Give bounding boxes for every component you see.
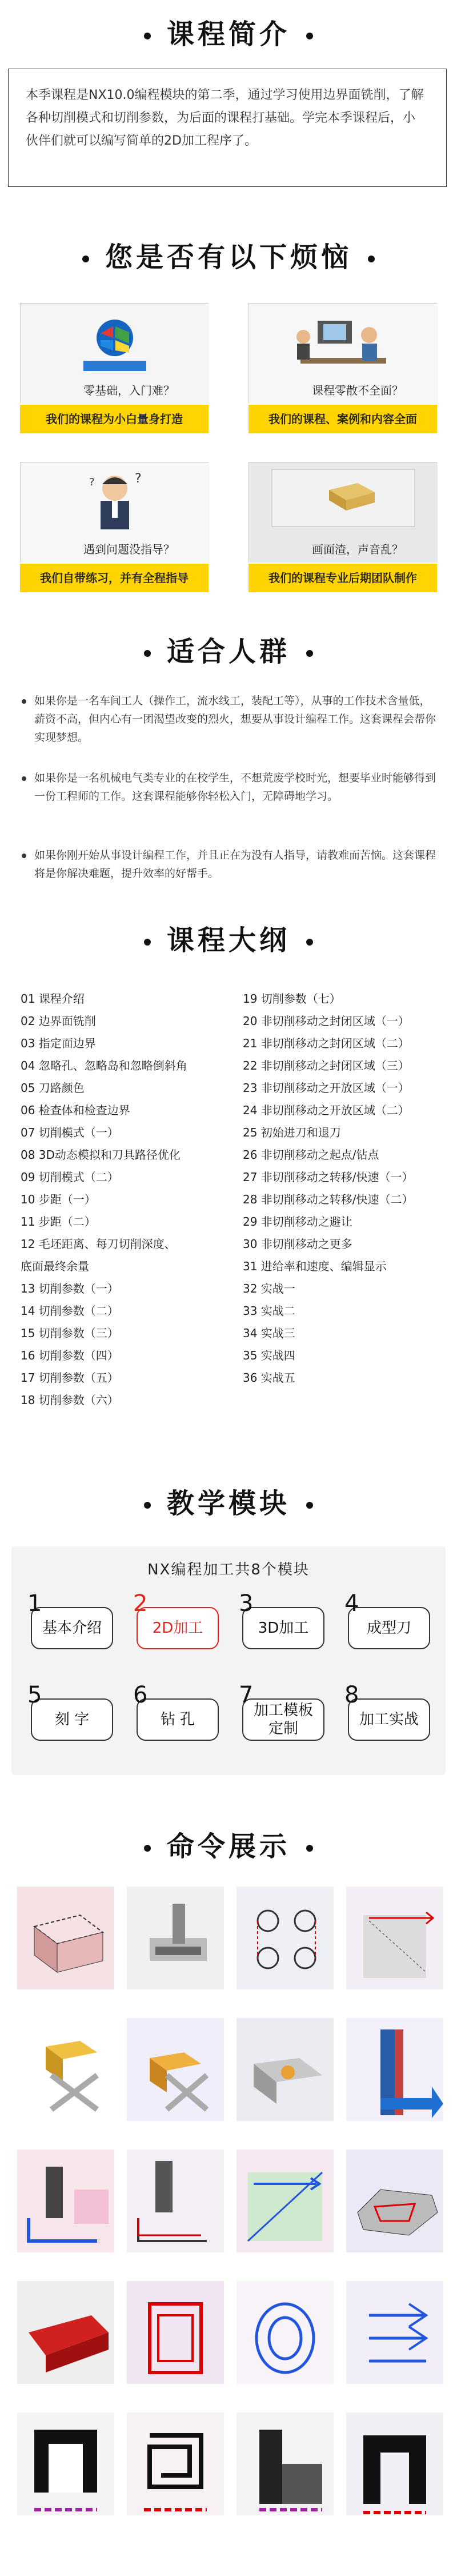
cube-dashed-icon (17, 1887, 114, 1989)
red-block-icon (17, 2281, 114, 2384)
intro-box (8, 69, 447, 187)
module-item[interactable] (239, 1592, 324, 1661)
module-item[interactable] (133, 1684, 219, 1752)
module-item[interactable] (344, 1592, 430, 1661)
trouble-card-2 (248, 303, 437, 440)
outline-item: 24 非切削移动之开放区域（二） (243, 1103, 410, 1117)
intro-title: 课程简介 (0, 17, 457, 51)
spindle-bracket-icon (127, 2150, 224, 2252)
module-number: 2 (133, 1590, 148, 1617)
outline-item: 17 切削参数（五） (21, 1371, 119, 1385)
outline-item: 15 切削参数（三） (21, 1326, 119, 1340)
outline-item: 28 非切削移动之转移/快速（二） (243, 1193, 414, 1206)
outline-item: 23 非切削移动之开放区域（一） (243, 1081, 410, 1095)
plate-outline-icon (346, 2150, 443, 2252)
spiral-icon (236, 2281, 334, 2384)
module-item[interactable] (27, 1592, 113, 1661)
outline-item: 02 边界面铣削 (21, 1014, 96, 1028)
yellow-block-cross-icon (17, 2018, 114, 2121)
outline-item: 底面最终余量 (21, 1259, 89, 1273)
module-number: 4 (344, 1590, 359, 1617)
outline-item: 11 步距（二） (21, 1215, 96, 1229)
outline-item: 27 非切削移动之转移/快速（一） (243, 1170, 414, 1184)
module-label: 加工模板 定制 (242, 1698, 324, 1741)
windows-logo-image (20, 303, 209, 403)
trouble-question: 遇到问题没指导？ (83, 543, 175, 556)
outline-item: 33 实战二 (243, 1304, 295, 1318)
svg-text:?: ? (135, 472, 142, 486)
square-spiral-icon (127, 2412, 224, 2515)
milling-tool-icon (127, 1887, 224, 1989)
outline-title: 课程大纲 (0, 923, 457, 958)
outline-item: 30 非切削移动之更多 (243, 1237, 352, 1251)
outline-item: 25 初始进刀和退刀 (243, 1126, 341, 1139)
audience-title: 适合人群 (0, 635, 457, 669)
flat-path-icon (236, 2150, 334, 2252)
hatched-u-icon (17, 2412, 114, 2515)
outline-item: 14 切削参数（二） (21, 1304, 119, 1318)
intro-text: 本季课程是NX10.0编程模块的第二季，通过学习使用边界面铣削，了解各种切削模式和切削参数，为后面的课程打基础。学完本季课程后，小伙伴们就可以编写简单的2D加工程序了。 (26, 88, 424, 148)
outline-item: 35 实战四 (243, 1349, 295, 1362)
orange-block-cross-icon (127, 2018, 224, 2121)
module-label: 加工实战 (348, 1698, 430, 1741)
module-number: 3 (239, 1590, 254, 1617)
trouble-title: 您是否有以下烦恼 (0, 240, 457, 274)
trouble-card-3 (20, 462, 209, 599)
red-slot-icon (127, 2281, 224, 2384)
outline-item: 26 非切削移动之起点/钻点 (243, 1148, 379, 1162)
module-label: 3D加工 (242, 1607, 324, 1649)
outline-item: 05 刀路颜色 (21, 1081, 85, 1095)
module-item[interactable] (239, 1684, 324, 1752)
module-label: 刻 字 (31, 1698, 113, 1741)
confused-man-image (20, 462, 209, 562)
module-number: 1 (27, 1590, 42, 1617)
module-number: 8 (344, 1682, 359, 1708)
trouble-answer: 我们的课程专业后期团队制作 (248, 564, 437, 592)
rotate-arrow-icon (346, 2018, 443, 2121)
outline-item: 06 检查体和检查边界 (21, 1103, 130, 1117)
cad-screen-image (248, 462, 437, 562)
outline-item: 29 非切削移动之避让 (243, 1215, 352, 1229)
outline-item: 20 非切削移动之封闭区域（一） (243, 1014, 410, 1028)
cylinder-bracket-icon (17, 2150, 114, 2252)
trouble-question: 画面渣，声音乱？ (312, 543, 403, 556)
trouble-card-4 (248, 462, 437, 599)
outline-item: 31 进给率和速度、编辑显示 (243, 1259, 387, 1273)
module-number: 7 (239, 1682, 254, 1708)
module-label: 2D加工 (137, 1607, 219, 1649)
outline-item: 01 课程介绍 (21, 992, 85, 1006)
trouble-answer: 我们的课程为小白量身打造 (20, 405, 209, 433)
outline-item: 04 忽略孔、忽略岛和忽略倒斜角 (21, 1059, 187, 1072)
path-arrow-icon (346, 1887, 443, 1989)
module-number: 5 (27, 1682, 42, 1708)
module-label: 钻 孔 (137, 1698, 219, 1741)
module-item[interactable] (344, 1684, 430, 1752)
trouble-question: 课程零散不全面？ (312, 384, 403, 397)
module-label: 基本介绍 (31, 1607, 113, 1649)
modules-panel (11, 1546, 446, 1775)
module-label: 成型刀 (348, 1607, 430, 1649)
module-item[interactable] (133, 1592, 219, 1661)
hatched-arch-icon (346, 2412, 443, 2515)
module-number: 6 (133, 1682, 148, 1708)
outline-item: 22 非切削移动之封闭区域（三） (243, 1059, 410, 1072)
modules-header: NX编程加工共8个模块 (147, 1561, 310, 1578)
outline-item: 08 3D动态模拟和刀具路径优化 (21, 1148, 181, 1162)
outline-item: 07 切削模式（一） (21, 1126, 119, 1139)
outline-item: 13 切削参数（一） (21, 1282, 119, 1295)
outline-item: 19 切削参数（七） (243, 992, 341, 1006)
outline-item: 10 步距（一） (21, 1193, 96, 1206)
modules-title: 教学模块 (0, 1486, 457, 1521)
module-item[interactable] (27, 1684, 113, 1752)
trouble-answer: 我们的课程、案例和内容全面 (248, 405, 437, 433)
outline-item: 03 指定面边界 (21, 1036, 96, 1050)
outline-item: 32 实战一 (243, 1282, 295, 1295)
outline-item: 21 非切削移动之封闭区域（二） (243, 1036, 410, 1050)
trouble-answer: 我们自带练习，并有全程指导 (20, 564, 209, 592)
outline-item: 12 毛坯距离、每刀切削深度、 (21, 1237, 176, 1251)
outline-item: 36 实战五 (243, 1371, 295, 1385)
commands-title: 命令展示 (0, 1829, 457, 1864)
svg-text:?: ? (89, 476, 95, 488)
drill-pattern-icon (236, 1887, 334, 1989)
desk-workers-image (248, 303, 437, 403)
trouble-question: 零基础，入门难？ (83, 384, 175, 397)
outline-item: 16 切削参数（四） (21, 1349, 119, 1362)
arrows-comb-icon (346, 2281, 443, 2384)
gray-block-cross-icon (236, 2018, 334, 2121)
hatched-step-icon (236, 2412, 334, 2515)
outline-item: 34 实战三 (243, 1326, 295, 1340)
outline-item: 09 切削模式（二） (21, 1170, 119, 1184)
outline-item: 18 切削参数（六） (21, 1393, 119, 1407)
trouble-card-1 (20, 303, 209, 440)
